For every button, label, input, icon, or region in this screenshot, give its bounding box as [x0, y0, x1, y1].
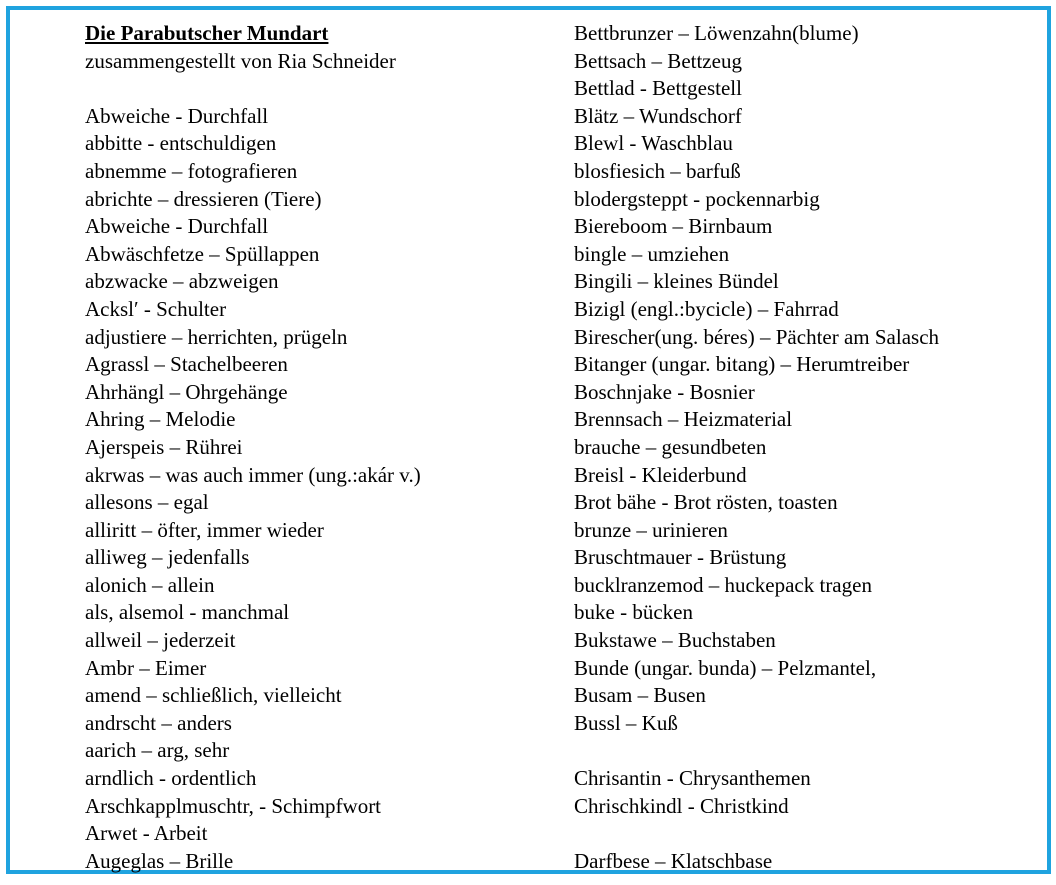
glossary-entry: Chrisantin - Chrysanthemen: [574, 766, 811, 791]
spacer: [85, 75, 555, 103]
glossary-entry: abbitte - entschuldigen: [85, 131, 277, 156]
glossary-entry: brauche – gesundbeten: [574, 434, 767, 459]
glossary-entry: allesons – egal: [85, 490, 209, 515]
glossary-entry: Brennsach – Heizmaterial: [574, 407, 793, 432]
glossary-entry: Augeglas – Brille: [85, 848, 234, 873]
glossary-entry: Bunde (ungar. bunda) – Pelzmantel,: [574, 655, 877, 680]
glossary-entry: Biereboom – Birnbaum: [574, 214, 773, 239]
glossary-entry: Abweiche - Durchfall: [85, 214, 269, 239]
glossary-entry: blodergsteppt - pockennarbig: [574, 186, 820, 211]
glossary-entry: Bettbrunzer – Löwenzahn(blume): [574, 21, 859, 45]
glossary-entry: akrwas – was auch immer (ung.:akár v.): [85, 462, 421, 487]
glossary-entry: Arschkapplmuschtr, - Schimpfwort: [85, 793, 382, 818]
glossary-entry: alliweg – jedenfalls: [85, 545, 250, 570]
right-column: [574, 20, 1044, 875]
glossary-entry: Bussl – Kuß: [574, 710, 678, 735]
glossary-entry: abzwacke – abzweigen: [85, 269, 279, 294]
glossary-entry: Bukstawe – Buchstaben: [574, 628, 776, 653]
glossary-entry: Boschnjake - Bosnier: [574, 379, 755, 404]
glossary-entry: bingle – umziehen: [574, 241, 730, 266]
glossary-entry: alonich – allein: [85, 572, 215, 597]
glossary-entry: als, alsemol - manchmal: [85, 600, 290, 625]
glossary-entry: Ahrhängl – Ohrgehänge: [85, 379, 288, 404]
author-line: zusammengestellt von Ria Schneider: [85, 48, 396, 73]
glossary-entry: Bizigl (engl.:bycicle) – Fahrrad: [574, 296, 839, 321]
glossary-entry: blosfiesich – barfuß: [574, 158, 741, 183]
glossary-entry: aarich – arg, sehr: [85, 738, 230, 763]
glossary-entry: andrscht – anders: [85, 710, 232, 735]
glossary-entry: amend – schließlich, vielleicht: [85, 683, 342, 708]
glossary-entry: Blewl - Waschblau: [574, 131, 733, 156]
glossary-entry: Agrassl – Stachelbeeren: [85, 352, 288, 377]
glossary-entry: Darfbese – Klatschbase: [574, 848, 773, 873]
left-entry-list: [85, 103, 555, 876]
glossary-entry: Breisl - Kleiderbund: [574, 462, 747, 487]
glossary-entry: Bingili – kleines Bündel: [574, 269, 779, 294]
glossary-entry: allweil – jederzeit: [85, 628, 236, 653]
glossary-entry: Abweiche - Durchfall: [85, 103, 269, 128]
glossary-entry: abnemme – fotografieren: [85, 158, 298, 183]
glossary-entry: Arwet - Arbeit: [85, 821, 208, 846]
glossary-entry: bucklranzemod – huckepack tragen: [574, 572, 872, 597]
glossary-entry: Brot bähe - Brot rösten, toasten: [574, 490, 838, 515]
glossary-entry: buke - bücken: [574, 600, 693, 625]
glossary-entry: abrichte – dressieren (Tiere): [85, 186, 322, 211]
left-column: [85, 20, 555, 875]
glossary-entry: brunze – urinieren: [574, 517, 728, 542]
glossary-entry: adjustiere – herrichten, prügeln: [85, 324, 348, 349]
right-entry-list: [574, 20, 1044, 875]
glossary-entry: Abwäschfetze – Spüllappen: [85, 241, 320, 266]
glossary-entry: Blätz – Wundschorf: [574, 103, 742, 128]
glossary-entry: Ambr – Eimer: [85, 655, 207, 680]
glossary-entry: Chrischkindl - Christkind: [574, 793, 789, 818]
document-frame: [6, 6, 1051, 874]
glossary-entry: Ackslʹ - Schulter: [85, 296, 227, 321]
glossary-entry: Birescher(ung. béres) – Pächter am Salasch: [574, 324, 940, 349]
glossary-entry: Ahring – Melodie: [85, 407, 236, 432]
glossary-entry: Bruschtmauer - Brüstung: [574, 545, 787, 570]
glossary-entry: [574, 820, 1044, 848]
glossary-entry: Bitanger (ungar. bitang) – Herumtreiber: [574, 352, 910, 377]
document-title: Die Parabutscher Mundart: [85, 21, 329, 45]
glossary-entry: Bettsach – Bettzeug: [574, 48, 742, 73]
glossary-entry: Ajerspeis – Rührei: [85, 434, 243, 459]
glossary-entry: [574, 737, 1044, 765]
glossary-entry: alliritt – öfter, immer wieder: [85, 517, 324, 542]
glossary-entry: arndlich - ordentlich: [85, 766, 257, 791]
glossary-entry: Busam – Busen: [574, 683, 706, 708]
glossary-entry: Bettlad - Bettgestell: [574, 76, 742, 101]
